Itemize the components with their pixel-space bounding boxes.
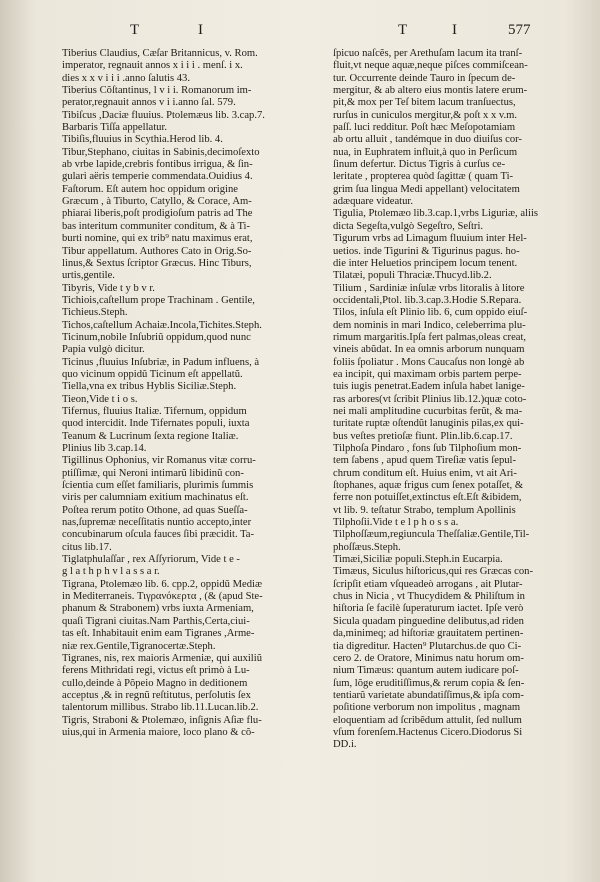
text-line: Ticinum,nobile Inſubriũ oppidum,quod nunc <box>62 331 251 343</box>
text-line: ſcripſit etiam vſqueadeò arrogans , ait Plutar- <box>333 578 523 590</box>
right-column <box>333 48 595 752</box>
text-line: tur. Occurrente deinde Tauro in ſpecum de- <box>333 72 516 84</box>
text-line: Tilphoſii.Vide t e l p h o s s a. <box>333 517 459 529</box>
text-line: Poſtea rerum potito Othone, ad quas Sueſſa- <box>62 504 248 516</box>
text-line: Plinius lib 3.cap.14. <box>62 443 147 454</box>
text-line: Tilos, inſula eſt Plinio lib. 6, cum oppido eiuſ- <box>333 307 528 319</box>
text-line: da,minimeq; ad hiſtoriæ grauitatem pertinen- <box>333 628 524 640</box>
text-line: bas interitum communiter conditum, & à Ti- <box>62 220 251 232</box>
text-line: Papia vulgò dicitur. <box>62 344 145 356</box>
text-line: uius,qui in Armenia maiore, loco plano & cõ- <box>62 726 255 738</box>
text-line: Tiberius Cõſtantinus, l v i i. Romanorum im- <box>62 85 252 97</box>
text-line: uetios. inde Tigurini & Tigurinus pagus. ho- <box>333 245 520 257</box>
text-line: perator,regnauit annos v i i.anno ſal. 579. <box>62 97 236 109</box>
text-line: in Mediterraneis. Τιγρανόκερτα , (& (apud Ste- <box>62 591 263 603</box>
text-line: Tiglatphulaſſar , rex Aſſyriorum, Vide t e - <box>62 554 240 566</box>
text-line: bus veſtes pretioſæ fiunt. Plin.lib.6.cap.17. <box>333 430 513 442</box>
text-line: Ticinus ,fluuius Inſubriæ, in Padum influens, à <box>62 356 260 368</box>
text-line: Tibiſcus ,Daciæ fluuius. Ptolemæus lib. 3.cap.7. <box>62 109 265 121</box>
text-line: pit,& mox per Teſ bitem lacum tranſuectus, <box>333 97 516 109</box>
text-line: ſtophanes, aquæ frigus cum ſenex potaſſet, & <box>333 480 524 492</box>
text-line: rimum margaritis.Ipſa fert palmas,oleas creat, <box>333 331 527 343</box>
text-line: mergitur, & ab altero eius montis latere erum- <box>333 85 528 97</box>
text-line: hiſtoria ſe facilè ſuperaturum iactet. Ipſe verò <box>333 603 524 615</box>
text-line: Tieon,Vide t i o s. <box>62 393 138 405</box>
text-line: Tibur appellatum. Authores Cato in Orig.So- <box>62 245 252 257</box>
text-line: nas,ſupremæ neceſſitatis nuntio accepto,inter <box>62 517 252 529</box>
text-line: urtis,gentile. <box>62 270 115 282</box>
text-line: tentiarũ varietate abundatiſſimus,& ipſa com- <box>333 689 524 701</box>
text-line: tia digreditur. Hacten⁹ Plutarchus.de quo Ci- <box>333 640 522 652</box>
text-line: ras arbores(vt ſcribit Plinius lib.12.)quæ coto- <box>333 393 527 405</box>
text-line: vineis abũdat. In ea omnis arborum nunquam <box>333 344 525 356</box>
running-header <box>0 22 600 44</box>
text-line: tuis iugis penetrat.Eadem inſula habet lanige- <box>333 381 525 393</box>
text-line: Tigillinus Ophonius, vir Romanus vitæ corru- <box>62 455 256 467</box>
text-line: phanum & Strabonem) vrbs iuxta Armeniam, <box>62 603 254 615</box>
text-line: Timæus, Siculus hiſtoricus,qui res Græcas con- <box>333 566 534 578</box>
text-line: phiarai liberis,poſt prodigioſum patris ad The <box>62 208 253 220</box>
text-line: ferens Mithridati regi, victus eſt primò à Lu- <box>62 665 250 677</box>
text-line: talentorum millibus. Strabo lib.11.Lucan.lib.2. <box>62 702 259 714</box>
text-line: Tigris, Straboni & Ptolemæo, inſignis Aſiæ flu- <box>62 714 262 726</box>
text-line: grim ſua lingua Medi appellant) velocitatem <box>333 183 520 195</box>
text-line: ſinum defertur. Dictus Tigris à curſus ce- <box>333 159 506 171</box>
text-line: Tichiois,caſtellum prope Trachinam . Gentile, <box>62 294 255 306</box>
text-line: quaſi Tigrani ciuitas.Nam Parthis,Certa,ciui- <box>62 615 250 627</box>
text-line: occidentali,Ptol. lib.3.cap.3.Hodie S.Repara. <box>333 294 522 306</box>
text-line: ab ortu alluit , tandémque in duo diuiſus cor- <box>333 134 522 146</box>
text-line: ea incipit, qui maximam orbis partem perpe- <box>333 368 522 380</box>
text-line: cullo,deinde à Põpeio Magno in deditionem <box>62 677 248 689</box>
text-line: Tiberius Claudius, Cæſar Britannicus, v. Rom. <box>62 48 258 59</box>
text-line: gulari aëris temperie commendata.Ouidius 4. <box>62 171 253 183</box>
left-column <box>62 48 320 739</box>
text-line: phoſſæus.Steph. <box>333 541 401 553</box>
text-line: imperator, regnauit annos x i i i . menſ. i x. <box>62 60 243 72</box>
text-line: rurſus in cuniculos mergitur,& poſt x x v.m. <box>333 109 518 121</box>
text-line: Græcum , à Tiburto, Catyllo, & Corace, Am- <box>62 196 252 208</box>
text-line: Tilium , Sardiniæ inſulæ vrbs litoralis à litore <box>333 282 525 294</box>
text-line: dicta Segeſta,vulgò Segeſtro, Seſtri. <box>333 220 484 232</box>
text-line: g l a t h p h v l a s s a r. <box>62 566 160 578</box>
text-line: ſpicuo naſcẽs, per Arethuſam lacum ita tranſ- <box>333 48 523 59</box>
text-line: turitate ruptæ oſtendũt lanuginis pilas,ex qui- <box>333 418 524 430</box>
text-line: niæ rex.Gentile,Tigranocertæ.Steph. <box>62 640 216 652</box>
text-line: Tibur,Stephano, ciuitas in Sabinis,decimoſexto <box>62 146 260 158</box>
text-line: dies x x v i i i .anno ſalutis 43. <box>62 72 190 84</box>
text-line: DD.i. <box>333 739 357 751</box>
page-number: 577 <box>508 22 531 38</box>
text-line: ſcientia cum eſſet familiaris, plurimis ſummis <box>62 480 254 492</box>
text-line: Tilatæi, populi Thraciæ.Thucyd.lib.2. <box>333 270 492 282</box>
text-line: Barbaris Tiſſa appellatur. <box>62 122 168 134</box>
text-line: Tigrana, Ptolemæo lib. 6. cpp.2, oppidũ Mediæ <box>62 578 263 590</box>
text-line: paſſ. luci redditur. Poſt hæc Meſopotamiam <box>333 122 516 134</box>
text-line: Tibiſis,fluuius in Scythia.Herod lib. 4. <box>62 134 223 146</box>
text-line: vt lib. 9. teſtatur Strabo, templum Apollinis <box>333 504 516 516</box>
text-line: Tiella,vna ex tribus Hyblis Siciliæ.Steph. <box>62 381 237 393</box>
text-line: quo vicinum oppidũ Ticinum eſt appellatũ. <box>62 368 243 380</box>
text-line: Sicula quadam pinguedine delibutus,ad riden <box>333 615 524 627</box>
text-line: nium Timæus: quantum autem iudicare poſ- <box>333 665 519 677</box>
text-line: Tigulia, Ptolemæo lib.3.cap.1,vrbs Liguriæ, aliis <box>333 208 539 220</box>
text-line: Teanum & Lucrinum ſexta regione Italiæ. <box>62 430 239 442</box>
text-line: nei mali amplitudine cucurbitas ferũt, & ma- <box>333 405 523 417</box>
text-line: ferre non potuiſſet,extinctus eſt.Eſt &ibidem, <box>333 492 522 504</box>
header-left-letter: T <box>130 22 140 38</box>
text-line: Tilphoſſæum,regiuncula Theſſaliæ.Gentile,Til- <box>333 529 530 541</box>
text-line: chrum conditum eſt. Huius enim, vt ait Ari- <box>333 467 517 479</box>
text-line: tem ſabens , apud quem Tireſiæ vatis ſepul- <box>333 455 517 467</box>
text-line: eloquentiam ad ſcribẽdum attulit, ſed nullum <box>333 714 522 726</box>
text-line: Tigurum vrbs ad Limagum fluuium inter Hel- <box>333 233 527 245</box>
text-line: Tibyris, Vide t y b v r. <box>62 282 155 294</box>
text-line: adæquare videatur. <box>333 196 414 208</box>
text-line: chus in Nicia , vt Thucydidem & Philiſtum in <box>333 591 525 603</box>
text-line: citus lib.17. <box>62 541 112 553</box>
text-line: ab vrbe lapide,crebris fontibus irrigua, & ſin- <box>62 159 253 171</box>
text-line: nua, in Euphratem influit,à quo in Perſicum <box>333 146 518 158</box>
text-line: tas eſt. Inhabitauit enim eam Tigranes ,Arme- <box>62 628 255 640</box>
text-line: die inter Heluetios principem locum tenent. <box>333 257 518 269</box>
text-line: Timæi,Siciliæ populi.Steph.in Eucarpia. <box>333 554 503 566</box>
text-line: cero 2. de Oratore, Minimus natu horum om- <box>333 652 524 664</box>
text-line: Tichos,caſtellum Achaiæ.Incola,Tichites.Steph. <box>62 319 262 331</box>
text-line: Tichieus.Steph. <box>62 307 128 319</box>
text-line: viris per calumniam exitium machinatus eſt. <box>62 492 249 504</box>
text-line: acceptus ,& in regnũ reſtitutus, perſolutis ſex <box>62 689 251 701</box>
text-line: Tilphoſa Pindaro , fons ſub Tilphoſium mon- <box>333 443 522 454</box>
header-right-mark: I <box>452 22 457 38</box>
text-line: ſum, lõge eruditiſſimus,& rerum copia & ſen- <box>333 677 525 689</box>
text-line: Faſtorum. Eſt autem hoc oppidum origine <box>62 183 238 195</box>
text-line: leritate , propterea quòd ſagittæ ( quam Ti- <box>333 171 514 183</box>
text-line: Tifernus, fluuius Italiæ. Tifernum, oppidum <box>62 405 247 417</box>
text-line: fluit,vt neque aquæ,neque piſces commiſcean- <box>333 60 528 72</box>
header-left-mark: I <box>198 22 203 38</box>
text-line: poſitione verborum non impolitus , magnam <box>333 702 521 714</box>
text-line: quod intercidit. Inde Tifernates populi, iuxta <box>62 418 250 430</box>
text-line: concubinarum oſcula fauces ſibi præcidit. Ta- <box>62 529 255 541</box>
text-line: vſum forenſem.Hactenus Cicero.Diodorus Si <box>333 726 523 738</box>
header-right-letter: T <box>398 22 408 38</box>
text-line: dem nominis in mari Indico, celeberrima plu- <box>333 319 526 331</box>
text-line: Tigranes, nis, rex maioris Armeniæ, qui auxiliũ <box>62 652 262 664</box>
text-line: linus,& Sextus ſcriptor Græcus. Hinc Tiburs, <box>62 257 252 269</box>
text-line: burti nomine, qui ex trib⁹ natu maximus erat, <box>62 233 253 245</box>
text-line: ptiſſimæ, qui Neroni intimarũ libidinũ con- <box>62 467 244 479</box>
text-line: foliis ſpoliatur . Mons Caucaſus non longè ab <box>333 356 525 368</box>
